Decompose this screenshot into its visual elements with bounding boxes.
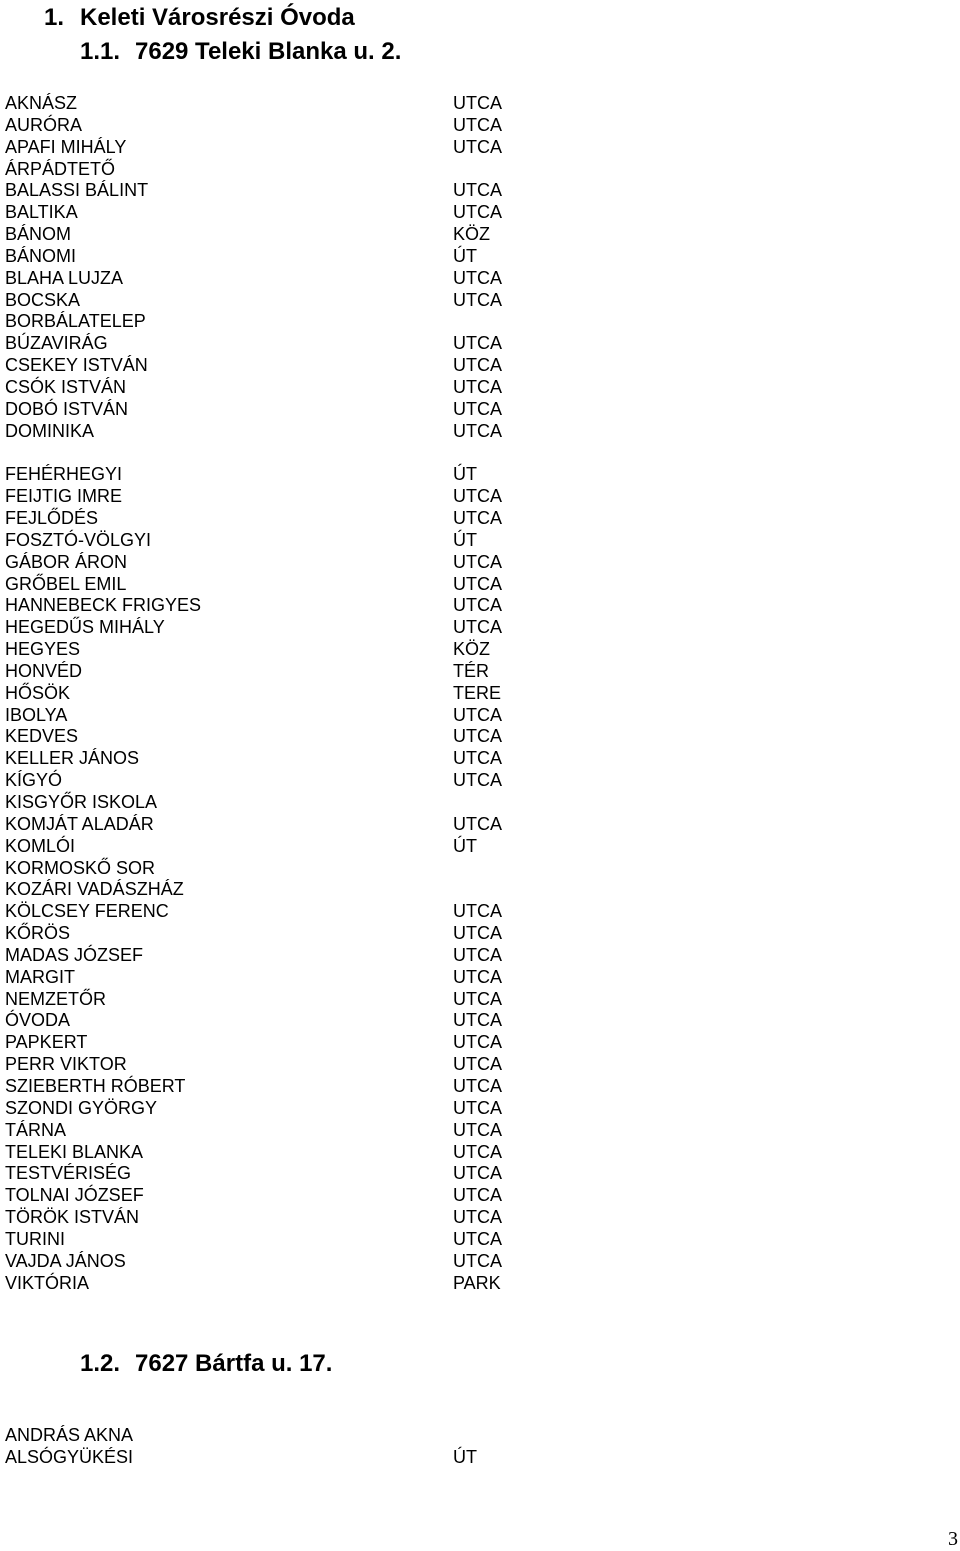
- street-row: [5, 1251, 605, 1273]
- street-row: [5, 1185, 605, 1207]
- street-name: HEGEDŰS MIHÁLY: [5, 617, 165, 638]
- street-name: BÁNOM: [5, 224, 72, 245]
- street-type: UTCA: [453, 486, 502, 507]
- street-row: [5, 1273, 605, 1295]
- street-row: [5, 1010, 605, 1032]
- street-type: UTCA: [453, 1185, 502, 1206]
- street-row: [5, 989, 605, 1011]
- street-row: [5, 836, 605, 858]
- street-type: UTCA: [453, 508, 502, 529]
- street-type: TERE: [453, 682, 502, 703]
- street-name: TOLNAI JÓZSEF: [5, 1185, 144, 1206]
- section-1-number: 1.1.: [80, 38, 121, 65]
- street-row: [5, 290, 605, 312]
- street-row: [5, 333, 605, 355]
- street-row: [5, 377, 605, 399]
- street-type: UTCA: [453, 1163, 502, 1184]
- street-type: UTCA: [453, 289, 502, 310]
- street-row: [5, 726, 605, 748]
- section-2-street-list: [5, 1425, 605, 1469]
- street-name: BÚZAVIRÁG: [5, 333, 108, 354]
- street-row: [5, 814, 605, 836]
- street-row: [5, 1425, 605, 1447]
- street-type: ÚT: [453, 1446, 477, 1467]
- street-name: KEDVES: [5, 726, 79, 747]
- section-1-heading: [80, 38, 401, 66]
- street-type: UTCA: [453, 333, 502, 354]
- street-type: UTCA: [453, 551, 502, 572]
- street-row: [5, 443, 605, 465]
- street-name: DOBÓ ISTVÁN: [5, 398, 129, 419]
- street-row: [5, 683, 605, 705]
- street-name: CSÓK ISTVÁN: [5, 376, 127, 397]
- street-type: UTCA: [453, 1141, 502, 1162]
- street-row: [5, 574, 605, 596]
- street-row: [5, 967, 605, 989]
- street-name: BÁNOMI: [5, 245, 77, 266]
- street-name: KÍGYÓ: [5, 770, 63, 791]
- street-name: ÓVODA: [5, 1010, 71, 1031]
- street-type: UTCA: [453, 813, 502, 834]
- street-row: [5, 137, 605, 159]
- street-name: KORMOSKŐ SOR: [5, 857, 156, 878]
- street-row: [5, 1229, 605, 1251]
- street-row: [5, 1163, 605, 1185]
- street-name: KÖLCSEY FERENC: [5, 901, 169, 922]
- street-row: [5, 93, 605, 115]
- street-type: UTCA: [453, 595, 502, 616]
- street-name: FEIJTIG IMRE: [5, 486, 122, 507]
- street-row: [5, 770, 605, 792]
- street-type: UTCA: [453, 988, 502, 1009]
- street-name: MADAS JÓZSEF: [5, 944, 144, 965]
- street-row: [5, 1076, 605, 1098]
- street-type: TÉR: [453, 660, 489, 681]
- street-name: FEJLŐDÉS: [5, 508, 99, 529]
- street-row: [5, 1120, 605, 1142]
- street-name: FOSZTÓ-VÖLGYI: [5, 529, 152, 550]
- street-type: UTCA: [453, 202, 502, 223]
- street-row: [5, 224, 605, 246]
- street-type: UTCA: [453, 1032, 502, 1053]
- street-row: [5, 202, 605, 224]
- street-type: UTCA: [453, 114, 502, 135]
- street-row: [5, 748, 605, 770]
- street-row: [5, 508, 605, 530]
- street-row: [5, 180, 605, 202]
- street-type: ÚT: [453, 464, 477, 485]
- section-2-title: 7627 Bártfa u. 17.: [135, 1350, 333, 1377]
- street-type: UTCA: [453, 1119, 502, 1140]
- street-type: UTCA: [453, 1228, 502, 1249]
- street-type: UTCA: [453, 420, 502, 441]
- street-type: UTCA: [453, 944, 502, 965]
- street-type: ÚT: [453, 245, 477, 266]
- street-row: [5, 705, 605, 727]
- street-name: KISGYŐR ISKOLA: [5, 792, 158, 812]
- document-heading: [44, 4, 355, 32]
- street-row: [5, 901, 605, 923]
- street-name: IBOLYA: [5, 704, 68, 725]
- street-row: [5, 1032, 605, 1054]
- street-row: [5, 617, 605, 639]
- heading-number: 1.: [44, 4, 65, 31]
- street-type: UTCA: [453, 355, 502, 376]
- street-row: [5, 792, 605, 814]
- street-row: [5, 879, 605, 901]
- street-type: ÚT: [453, 835, 477, 856]
- street-type: UTCA: [453, 901, 502, 922]
- street-type: UTCA: [453, 1250, 502, 1271]
- street-type: UTCA: [453, 704, 502, 725]
- heading-title: Keleti Városrészi Óvoda: [80, 4, 355, 31]
- street-row: [5, 945, 605, 967]
- street-name: BALASSI BÁLINT: [5, 180, 149, 201]
- street-type: PARK: [453, 1272, 501, 1293]
- street-type: UTCA: [453, 726, 502, 747]
- street-name: VAJDA JÁNOS: [5, 1250, 126, 1271]
- street-row: [5, 1098, 605, 1120]
- street-name: ANDRÁS AKNA: [5, 1425, 134, 1445]
- street-name: AKNÁSZ: [5, 93, 78, 113]
- street-name: KELLER JÁNOS: [5, 748, 140, 769]
- section-2-heading: [80, 1350, 332, 1378]
- street-type: UTCA: [453, 573, 502, 594]
- street-type: UTCA: [453, 376, 502, 397]
- street-type: UTCA: [453, 923, 502, 944]
- street-row: [5, 246, 605, 268]
- street-row: [5, 1142, 605, 1164]
- street-name: TÖRÖK ISTVÁN: [5, 1207, 140, 1228]
- street-type: UTCA: [453, 267, 502, 288]
- street-row: [5, 464, 605, 486]
- street-row: [5, 661, 605, 683]
- street-row: [5, 355, 605, 377]
- street-type: UTCA: [453, 1054, 502, 1075]
- street-name: TELEKI BLANKA: [5, 1141, 144, 1162]
- street-type: UTCA: [453, 770, 502, 791]
- street-row: [5, 552, 605, 574]
- street-name: PERR VIKTOR: [5, 1054, 127, 1075]
- street-row: [5, 595, 605, 617]
- street-type: KÖZ: [453, 224, 491, 245]
- street-type: UTCA: [453, 1075, 502, 1096]
- street-name: MARGIT: [5, 966, 75, 987]
- street-row: [5, 923, 605, 945]
- street-name: BALTIKA: [5, 202, 78, 223]
- street-row: [5, 1207, 605, 1229]
- street-row: [5, 639, 605, 661]
- street-row: [5, 530, 605, 552]
- street-type: UTCA: [453, 748, 502, 769]
- page-number: 3: [948, 1528, 958, 1550]
- street-name: FEHÉRHEGYI: [5, 464, 123, 485]
- street-name: VIKTÓRIA: [5, 1272, 90, 1293]
- street-name: SZONDI GYÖRGY: [5, 1097, 158, 1118]
- street-name: KOZÁRI VADÁSZHÁZ: [5, 879, 184, 900]
- street-name: TURINI: [5, 1228, 65, 1249]
- street-name: BOCSKA: [5, 289, 81, 310]
- street-name: KŐRÖS: [5, 923, 71, 944]
- street-name: BORBÁLATELEP: [5, 311, 146, 332]
- street-name: PAPKERT: [5, 1032, 88, 1053]
- section-1-title: 7629 Teleki Blanka u. 2.: [135, 38, 402, 65]
- street-name: NEMZETŐR: [5, 988, 106, 1009]
- street-type: UTCA: [453, 93, 502, 113]
- street-name: ALSÓGYÜKÉSI: [5, 1446, 134, 1467]
- street-type: UTCA: [453, 398, 502, 419]
- street-type: UTCA: [453, 180, 502, 201]
- street-type: UTCA: [453, 1207, 502, 1228]
- street-name: HEGYES: [5, 639, 81, 660]
- street-row: [5, 311, 605, 333]
- street-type: ÚT: [453, 529, 477, 550]
- street-row: [5, 1447, 605, 1469]
- street-row: [5, 115, 605, 137]
- street-row: [5, 421, 605, 443]
- street-name: DOMINIKA: [5, 420, 95, 441]
- street-name: TESTVÉRISÉG: [5, 1163, 132, 1184]
- street-row: [5, 1054, 605, 1076]
- street-name: SZIEBERTH RÓBERT: [5, 1075, 186, 1096]
- street-name: APAFI MIHÁLY: [5, 136, 127, 157]
- street-row: [5, 399, 605, 421]
- street-row: [5, 159, 605, 181]
- street-name: BLAHA LUJZA: [5, 267, 124, 288]
- street-name: HANNEBECK FRIGYES: [5, 595, 202, 616]
- street-name: GRŐBEL EMIL: [5, 573, 127, 594]
- street-type: UTCA: [453, 617, 502, 638]
- street-name: ÁRPÁDTETŐ: [5, 158, 116, 179]
- section-1-street-list: [5, 93, 605, 1294]
- street-type: UTCA: [453, 1010, 502, 1031]
- street-type: UTCA: [453, 1097, 502, 1118]
- section-2-number: 1.2.: [80, 1350, 121, 1377]
- street-row: [5, 858, 605, 880]
- street-name: HŐSÖK: [5, 682, 71, 703]
- street-type: KÖZ: [453, 639, 491, 660]
- street-row: [5, 268, 605, 290]
- street-name: TÁRNA: [5, 1119, 67, 1140]
- street-row: [5, 486, 605, 508]
- street-name: GÁBOR ÁRON: [5, 551, 128, 572]
- street-name: KOMLÓI: [5, 835, 76, 856]
- street-name: AURÓRA: [5, 114, 83, 135]
- street-type: UTCA: [453, 966, 502, 987]
- street-name: KOMJÁT ALADÁR: [5, 813, 154, 834]
- street-type: UTCA: [453, 136, 502, 157]
- street-name: CSEKEY ISTVÁN: [5, 355, 148, 376]
- street-name: HONVÉD: [5, 660, 83, 681]
